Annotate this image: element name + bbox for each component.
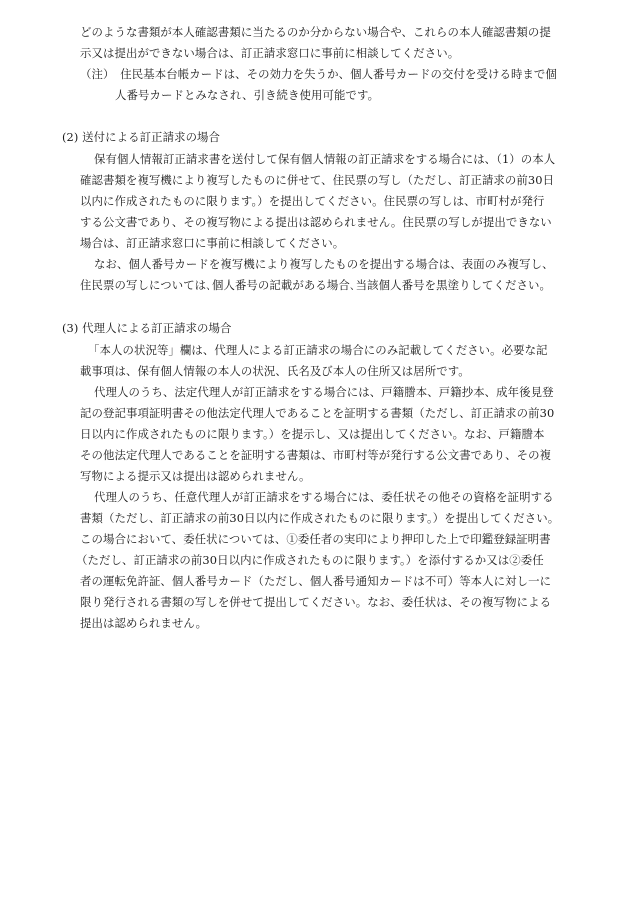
section-3-p3-line-6: 限り発行される書類の写しを併せて提出してください。なお、委任状は、その複写物による (80, 595, 552, 609)
section-2-p2-line-2: 住民票の写しについては､個人番号の記載がある場合､当該個人番号を黒塗りしてください。 (80, 278, 551, 292)
intro-note-line-2: 人番号カードとみなされ、引き続き使用可能です。 (115, 88, 380, 102)
section-3-p1-line-1: 「本人の状況等」欄は、代理人による訂正請求の場合にのみ記載してください。必要な記 (88, 343, 548, 357)
intro-note-line-1: （注） 住民基本台帳カードは、その効力を失うか、個人番号カードの交付を受ける時まで個 (80, 67, 557, 81)
section-3-heading: (3) 代理人による訂正請求の場合 (62, 321, 232, 335)
section-2-p1-line-3: 以内に作成されたものに限ります。）を提出してください。住民票の写しは、市町村が発行 (80, 194, 545, 208)
section-3-p3-line-2: 書類（ただし、訂正請求の前30日以内に作成されたものに限ります。）を提出してください。 (80, 511, 560, 525)
section-3-p3-line-7: 提出は認められません。 (80, 616, 208, 630)
section-3-p1-line-2: 載事項は、保有個人情報の本人の状況、氏名及び本人の住所又は居所です。 (80, 364, 470, 378)
section-3-p2-line-2: 記の登記事項証明書その他法定代理人であることを証明する書類（ただし、訂正請求の前30 (80, 406, 555, 420)
section-2-p1-line-5: 場合は、訂正請求窓口に事前に相談してください。 (80, 236, 345, 250)
section-3-p2-line-4: その他法定代理人であることを証明する書類は、市町村等が発行する公文書であり、その複 (80, 448, 552, 462)
section-3-p3-line-5: 者の運転免許証、個人番号カード（ただし、個人番号通知カードは不可）等本人に対し一に (80, 574, 552, 588)
section-2-p2-line-1: なお、個人番号カードを複写機により複写したものを提出する場合は、表面のみ複写し、 (94, 257, 554, 271)
section-3-p2-line-5: 写物による提示又は提出は認められません。 (80, 469, 311, 483)
section-3-p2-line-3: 日以内に作成されたものに限ります。）を提示し、又は提出してください。なお、戸籍謄本 (80, 427, 545, 441)
section-2-p1-line-2: 確認書類を複写機により複写したものに併せて、住民票の写し（ただし、訂正請求の前30日 (80, 173, 555, 187)
section-3-p2-line-1: 代理人のうち、法定代理人が訂正請求をする場合には、戸籍謄本、戸籍抄本、成年後見登 (94, 385, 554, 399)
section-2-heading: (2) 送付による訂正請求の場合 (62, 130, 221, 144)
intro-line-1: どのような書類が本人確認書類に当たるのか分からない場合や、これらの本人確認書類の提 (80, 25, 551, 39)
intro-line-2: 示又は提出ができない場合は、訂正請求窓口に事前に相談してください。 (80, 46, 460, 60)
section-3-p3-line-3: この場合において、委任状については、①委任者の実印により押印した上で印鑑登録証明書 (80, 532, 551, 546)
section-3-p3-line-1: 代理人のうち、任意代理人が訂正請求をする場合には、委任状その他その資格を証明する (94, 490, 554, 504)
section-2-p1-line-4: する公文書であり、その複写物による提出は認められません。住民票の写しが提出できない (80, 215, 552, 229)
section-2-p1-line-1: 保有個人情報訂正請求書を送付して保有個人情報の訂正請求をする場合には、（1）の本人 (94, 152, 556, 166)
section-3-p3-line-4: （ただし、訂正請求の前30日以内に作成されたものに限ります。）を添付するか又は②委任 (76, 553, 544, 567)
